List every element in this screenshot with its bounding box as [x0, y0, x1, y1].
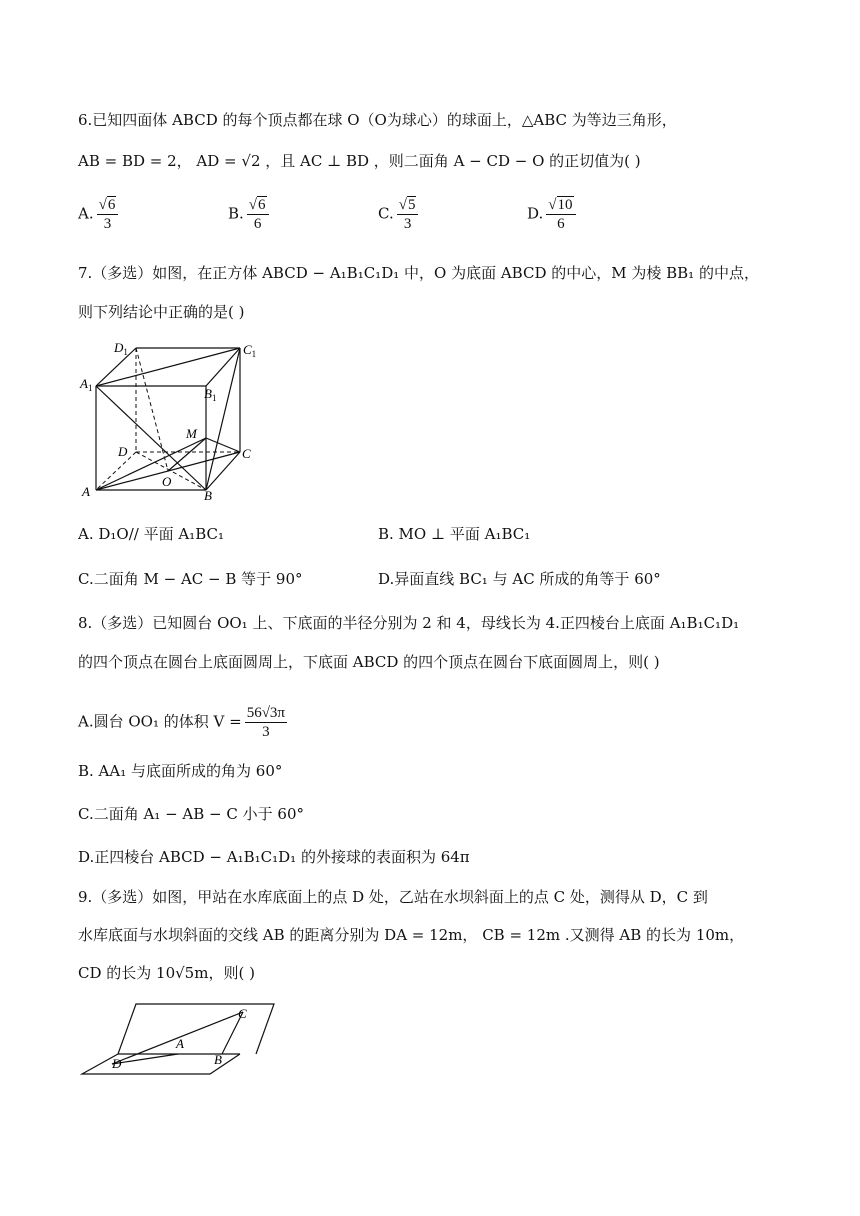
option-letter: C. — [378, 204, 394, 223]
q9-line1: 9.（多选）如图，甲站在水库底面上的点 D 处，乙站在水坝斜面上的点 C 处，测得从 D，C 到 — [78, 888, 708, 906]
option-letter: A. — [78, 204, 94, 223]
label-a: A — [176, 1036, 184, 1051]
q8-line1: 8.（多选）已知圆台 OO₁ 上、下底面的半径分别为 2 和 4，母线长为 4.正四棱台上底面 A₁B₁C₁D₁ — [78, 614, 740, 632]
q7-option-a[interactable]: A. D₁O// 平面 A₁BC₁ — [78, 525, 224, 543]
fraction: $\frac{√6}{3}$ — [97, 196, 119, 233]
q8-option-a[interactable] — [78, 704, 287, 741]
label-c: C — [238, 1006, 247, 1021]
q7-option-d[interactable]: D.异面直线 BC₁ 与 AC 所成的角等于 60° — [378, 570, 661, 588]
q6-option-a[interactable] — [78, 196, 118, 233]
cube-figure — [78, 336, 268, 506]
label-b1: $B_1$ — [204, 386, 217, 403]
q8-line2: 的四个顶点在圆台上底面圆周上，下底面 ABCD 的四个顶点在圆台下底面圆周上，则( ) — [78, 653, 660, 671]
label-a: A — [82, 484, 90, 499]
q6-option-d[interactable] — [527, 196, 576, 233]
option-text: A.圆台 OO₁ 的体积 V = — [78, 712, 242, 731]
label-o: O — [162, 474, 172, 489]
label-b: B — [204, 488, 212, 503]
q7-line1: 7.（多选）如图，在正方体 ABCD − A₁B₁C₁D₁ 中，O 为底面 ABCD 的中心，M 为棱 BB₁ 的中点， — [78, 264, 759, 282]
q6-line1: 6.已知四面体 ABCD 的每个顶点都在球 O（O为球心）的球面上，△ABC 为等边三角形， — [78, 111, 677, 129]
q9-line3: CD 的长为 10√5m，则( ) — [78, 964, 255, 982]
label-d1: $D_1$ — [114, 340, 128, 357]
q9-line2: 水库底面与水坝斜面的交线 AB 的距离分别为 DA = 12m， CB = 12m .又测得 AB 的长为 10m， — [78, 926, 745, 944]
q8-option-d[interactable]: D.正四棱台 ABCD − A₁B₁C₁D₁ 的外接球的表面积为 64π — [78, 848, 470, 866]
q6-line2: AB = BD = 2， AD = √2 ，且 AC ⊥ BD ，则二面角 A − CD − O 的正切值为( ) — [78, 152, 641, 170]
fraction: $\frac{√10}{6}$ — [546, 196, 575, 233]
q8-option-b[interactable]: B. AA₁ 与底面所成的角为 60° — [78, 762, 283, 780]
label-c1: $C_1$ — [243, 342, 257, 359]
q7-option-b[interactable]: B. MO ⊥ 平面 A₁BC₁ — [378, 525, 531, 543]
label-b: B — [214, 1052, 222, 1067]
q7-option-c[interactable]: C.二面角 M − AC − B 等于 90° — [78, 570, 303, 588]
label-a1: $A_1$ — [80, 376, 93, 393]
label-c: C — [242, 446, 251, 461]
label-d: D — [112, 1056, 122, 1071]
dam-figure — [78, 998, 278, 1078]
q6-option-c[interactable] — [378, 196, 418, 233]
label-d: D — [118, 444, 128, 459]
option-letter: B. — [228, 204, 244, 223]
option-letter: D. — [527, 204, 544, 223]
fraction: $\frac{√5}{3}$ — [397, 196, 419, 233]
label-m: M — [186, 426, 197, 441]
fraction: $\frac{√6}{6}$ — [247, 196, 269, 233]
q6-option-b[interactable] — [228, 196, 269, 233]
fraction: $\frac{56√3\pi}{3}$ — [246, 705, 285, 740]
q7-line2: 则下列结论中正确的是( ) — [78, 303, 245, 321]
q8-option-c[interactable]: C.二面角 A₁ − AB − C 小于 60° — [78, 805, 304, 823]
